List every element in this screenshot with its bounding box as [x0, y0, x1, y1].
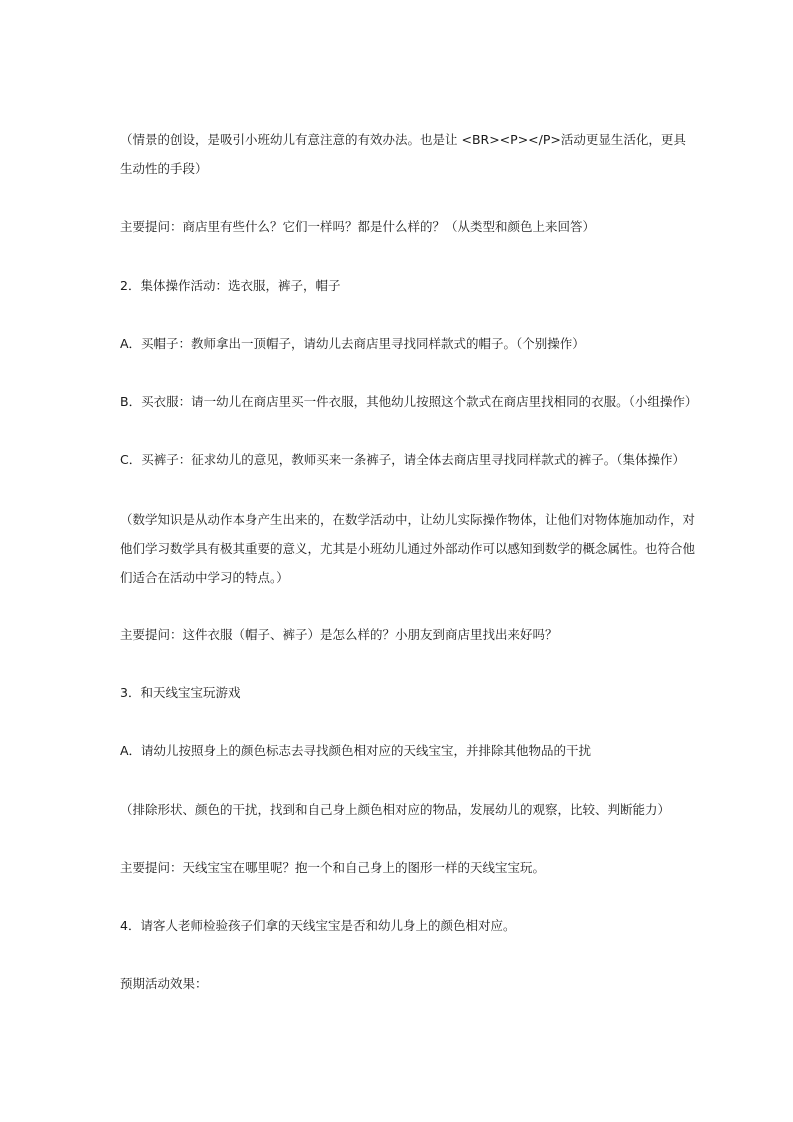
para-exclude-note [120, 795, 680, 824]
text-line: 们适合在活动中学习的特点。） [120, 570, 289, 585]
para-question-1 [120, 212, 680, 241]
para-expected-effect [120, 969, 680, 998]
para-step-4 [120, 911, 680, 940]
text-line: （排除形状、颜色的干扰，找到和自己身上颜色相对应的物品，发展幼儿的观察，比较、判断能力） [120, 802, 671, 817]
text-line: （数学知识是从动作本身产生出来的，在数学活动中，让幼儿实际操作物体，让他们对物体施加动作，对 [120, 512, 696, 527]
text-line: 3．和天线宝宝玩游戏 [120, 685, 241, 700]
para-step-3-title [120, 678, 680, 707]
para-step-2a [120, 329, 680, 358]
text-line: A．买帽子：教师拿出一顶帽子，请幼儿去商店里寻找同样款式的帽子。（个别操作） [120, 336, 585, 351]
text-line: 他们学习数学具有极其重要的意义，尤其是小班幼儿通过外部动作可以感知到数学的概念属性。也符合他 [120, 541, 696, 556]
text-line: 预期活动效果： [120, 976, 208, 991]
para-step-2c [120, 445, 685, 474]
para-step-2-title [120, 271, 680, 300]
text-line: 主要提问：这件衣服（帽子、裤子）是怎么样的？小朋友到商店里找出来好吗？ [120, 627, 558, 642]
text-line: 生动性的手段） [120, 161, 208, 176]
para-math-note [120, 505, 696, 592]
text-line: （情景的创设，是吸引小班幼儿有意注意的有效办法。也是让 <BR><P></P>活动更显生活化，更具 [120, 132, 686, 147]
para-step-3a [120, 736, 680, 765]
text-line: C．买裤子：征求幼儿的意见，教师买来一条裤子，请全体去商店里寻找同样款式的裤子。（集体操作） [120, 452, 685, 467]
para-question-3 [120, 853, 680, 882]
text-line: B．买衣服：请一幼儿在商店里买一件衣服，其他幼儿按照这个款式在商店里找相同的衣服。（小组操作） [120, 394, 698, 409]
text-line: 主要提问：商店里有些什么？它们一样吗？都是什么样的？（从类型和颜色上来回答） [120, 219, 596, 234]
text-line: 主要提问：天线宝宝在哪里呢？抱一个和自己身上的图形一样的天线宝宝玩。 [120, 860, 546, 875]
text-line: A．请幼儿按照身上的颜色标志去寻找颜色相对应的天线宝宝，并排除其他物品的干扰 [120, 743, 592, 758]
text-line: 4．请客人老师检验孩子们拿的天线宝宝是否和幼儿身上的颜色相对应。 [120, 918, 516, 933]
text-line: 2．集体操作活动：选衣服，裤子，帽子 [120, 278, 341, 293]
para-situation-note [120, 125, 686, 183]
para-step-2b [120, 387, 698, 416]
para-question-2 [120, 620, 680, 649]
